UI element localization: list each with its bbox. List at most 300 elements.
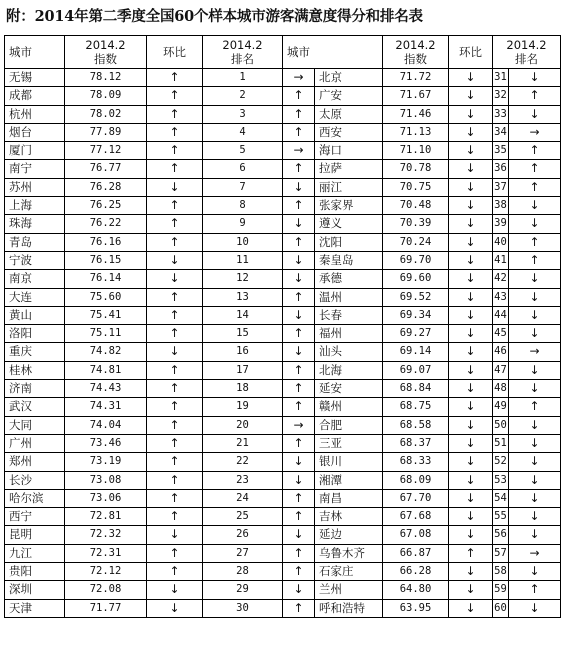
rank: 11 [203, 251, 283, 269]
rank-trend-arrow: ↑ [509, 160, 561, 178]
trend-arrow: ↑ [147, 69, 203, 87]
trend-arrow: ↑ [147, 325, 203, 343]
rank: 20 [203, 416, 283, 434]
trend-arrow: ↓ [449, 563, 493, 581]
city-name: 哈尔滨 [5, 489, 65, 507]
score: 69.34 [383, 306, 449, 324]
rank: 16 [203, 343, 283, 361]
score: 75.11 [65, 325, 147, 343]
city-name: 贵阳 [5, 563, 65, 581]
rank: 10 [203, 233, 283, 251]
trend-arrow: ↓ [449, 215, 493, 233]
rank-trend-arrow: ↑ [509, 581, 561, 599]
city-name: 武汉 [5, 398, 65, 416]
rank: 49 [493, 398, 509, 416]
rank: 13 [203, 288, 283, 306]
trend-arrow: ↓ [449, 251, 493, 269]
header-index-line2: 指数 [94, 52, 117, 66]
trend-arrow: ↓ [449, 325, 493, 343]
table-row [5, 508, 561, 526]
header-ring: 环比 [147, 36, 203, 69]
rank: 27 [203, 544, 283, 562]
score: 72.31 [65, 544, 147, 562]
score: 69.70 [383, 251, 449, 269]
table-row [5, 416, 561, 434]
trend-arrow: ↓ [449, 123, 493, 141]
rank-trend-arrow: ↑ [283, 325, 315, 343]
header-rank-line2: 排名 [231, 52, 254, 66]
table-header [5, 36, 561, 69]
score: 75.60 [65, 288, 147, 306]
score: 75.41 [65, 306, 147, 324]
score: 69.07 [383, 361, 449, 379]
rank: 48 [493, 380, 509, 398]
rank-trend-arrow: → [283, 69, 315, 87]
rank: 8 [203, 197, 283, 215]
trend-arrow: ↓ [147, 270, 203, 288]
rank: 18 [203, 380, 283, 398]
rank-trend-arrow: ↓ [509, 526, 561, 544]
rank-trend-arrow: ↓ [509, 288, 561, 306]
rank-trend-arrow: ↑ [283, 288, 315, 306]
rank-trend-arrow: ↓ [509, 453, 561, 471]
score: 66.28 [383, 563, 449, 581]
trend-arrow: ↓ [449, 508, 493, 526]
rank: 59 [493, 581, 509, 599]
rank-trend-arrow: ↑ [509, 142, 561, 160]
score: 73.06 [65, 489, 147, 507]
trend-arrow: ↓ [449, 581, 493, 599]
city-name: 呼和浩特 [315, 599, 383, 617]
table-row [5, 599, 561, 617]
score: 69.52 [383, 288, 449, 306]
trend-arrow: ↓ [449, 416, 493, 434]
trend-arrow: ↓ [147, 526, 203, 544]
rank: 39 [493, 215, 509, 233]
score: 67.68 [383, 508, 449, 526]
trend-arrow: ↑ [147, 160, 203, 178]
rank: 30 [203, 599, 283, 617]
header-rank-2 [493, 36, 561, 69]
trend-arrow: ↑ [147, 123, 203, 141]
table-row [5, 306, 561, 324]
rank-trend-arrow: ↓ [283, 581, 315, 599]
city-name: 赣州 [315, 398, 383, 416]
table-row [5, 471, 561, 489]
table-row [5, 233, 561, 251]
city-name: 大同 [5, 416, 65, 434]
score: 76.14 [65, 270, 147, 288]
trend-arrow: ↓ [449, 197, 493, 215]
trend-arrow: ↓ [449, 361, 493, 379]
page-title: 附：2014年第二季度全国60个样本城市游客满意度得分和排名表 [6, 8, 423, 25]
rank: 21 [203, 434, 283, 452]
header-index-line1: 2014.2 [85, 38, 126, 52]
rank-trend-arrow: ↓ [283, 306, 315, 324]
score: 70.48 [383, 197, 449, 215]
score: 72.81 [65, 508, 147, 526]
score: 71.46 [383, 105, 449, 123]
header-index-2-line2: 指数 [404, 52, 427, 66]
city-name: 珠海 [5, 215, 65, 233]
rank: 57 [493, 544, 509, 562]
rank-trend-arrow: ↑ [283, 197, 315, 215]
rank: 35 [493, 142, 509, 160]
trend-arrow: ↑ [147, 105, 203, 123]
trend-arrow: ↓ [449, 288, 493, 306]
rank-trend-arrow: ↑ [509, 87, 561, 105]
score: 74.82 [65, 343, 147, 361]
score: 74.81 [65, 361, 147, 379]
table-row [5, 343, 561, 361]
city-name: 桂林 [5, 361, 65, 379]
rank-trend-arrow: ↓ [509, 416, 561, 434]
trend-arrow: ↓ [449, 453, 493, 471]
header-city: 城市 [5, 36, 65, 69]
city-name: 南京 [5, 270, 65, 288]
score: 71.10 [383, 142, 449, 160]
city-name: 广安 [315, 87, 383, 105]
table-row [5, 160, 561, 178]
table-row [5, 105, 561, 123]
rank: 24 [203, 489, 283, 507]
rank: 6 [203, 160, 283, 178]
table-row [5, 563, 561, 581]
city-name: 张家界 [315, 197, 383, 215]
trend-arrow: ↓ [147, 178, 203, 196]
rank: 53 [493, 471, 509, 489]
rank-trend-arrow: ↑ [283, 563, 315, 581]
city-name: 宁波 [5, 251, 65, 269]
score: 68.58 [383, 416, 449, 434]
score: 74.04 [65, 416, 147, 434]
score: 74.31 [65, 398, 147, 416]
rank: 46 [493, 343, 509, 361]
score: 78.02 [65, 105, 147, 123]
trend-arrow: ↑ [147, 380, 203, 398]
trend-arrow: ↑ [147, 398, 203, 416]
rank: 25 [203, 508, 283, 526]
table-row [5, 251, 561, 269]
city-name: 吉林 [315, 508, 383, 526]
rank-trend-arrow: ↓ [283, 270, 315, 288]
rank-trend-arrow: ↑ [283, 544, 315, 562]
table-row [5, 288, 561, 306]
header-rank-line1: 2014.2 [222, 38, 263, 52]
city-name: 广州 [5, 434, 65, 452]
table-row [5, 526, 561, 544]
city-name: 兰州 [315, 581, 383, 599]
header-city-2: 城市 [283, 36, 383, 69]
header-index [65, 36, 147, 69]
rank-trend-arrow: → [509, 123, 561, 141]
table-row [5, 398, 561, 416]
city-name: 汕头 [315, 343, 383, 361]
rank: 45 [493, 325, 509, 343]
city-name: 长沙 [5, 471, 65, 489]
table-row [5, 197, 561, 215]
rank-trend-arrow: ↓ [283, 215, 315, 233]
score: 76.22 [65, 215, 147, 233]
rank: 40 [493, 233, 509, 251]
score: 76.25 [65, 197, 147, 215]
city-name: 延安 [315, 380, 383, 398]
rank-trend-arrow: ↑ [283, 233, 315, 251]
rank-trend-arrow: ↑ [509, 178, 561, 196]
city-name: 遵义 [315, 215, 383, 233]
score: 77.12 [65, 142, 147, 160]
rank-trend-arrow: ↓ [283, 471, 315, 489]
rank-trend-arrow: → [509, 343, 561, 361]
trend-arrow: ↓ [449, 87, 493, 105]
score: 66.87 [383, 544, 449, 562]
rank: 37 [493, 178, 509, 196]
trend-arrow: ↓ [449, 380, 493, 398]
trend-arrow: ↓ [147, 251, 203, 269]
rank-trend-arrow: ↓ [509, 563, 561, 581]
rank-trend-arrow: ↓ [509, 197, 561, 215]
table-row [5, 489, 561, 507]
rank-trend-arrow: ↓ [509, 380, 561, 398]
trend-arrow: ↑ [147, 563, 203, 581]
rank-trend-arrow: ↓ [509, 599, 561, 617]
table-row [5, 142, 561, 160]
city-name: 福州 [315, 325, 383, 343]
rank: 54 [493, 489, 509, 507]
score: 70.78 [383, 160, 449, 178]
city-name: 延边 [315, 526, 383, 544]
city-name: 洛阳 [5, 325, 65, 343]
score: 78.09 [65, 87, 147, 105]
rank: 52 [493, 453, 509, 471]
rank-trend-arrow: ↓ [509, 434, 561, 452]
city-name: 银川 [315, 453, 383, 471]
city-name: 拉萨 [315, 160, 383, 178]
score: 73.08 [65, 471, 147, 489]
score: 78.12 [65, 69, 147, 87]
score: 76.16 [65, 233, 147, 251]
rank-trend-arrow: ↑ [283, 87, 315, 105]
trend-arrow: ↓ [449, 599, 493, 617]
rank: 32 [493, 87, 509, 105]
score: 68.75 [383, 398, 449, 416]
score: 69.60 [383, 270, 449, 288]
rank: 47 [493, 361, 509, 379]
rank-trend-arrow: → [283, 416, 315, 434]
rank: 56 [493, 526, 509, 544]
rank: 22 [203, 453, 283, 471]
table-row [5, 434, 561, 452]
city-name: 三亚 [315, 434, 383, 452]
trend-arrow: ↓ [449, 142, 493, 160]
rank: 38 [493, 197, 509, 215]
city-name: 杭州 [5, 105, 65, 123]
score: 71.72 [383, 69, 449, 87]
score: 70.24 [383, 233, 449, 251]
table-row [5, 325, 561, 343]
header-index-2 [383, 36, 449, 69]
rank: 33 [493, 105, 509, 123]
city-name: 大连 [5, 288, 65, 306]
score: 76.15 [65, 251, 147, 269]
city-name: 秦皇岛 [315, 251, 383, 269]
rank: 50 [493, 416, 509, 434]
city-name: 温州 [315, 288, 383, 306]
trend-arrow: ↑ [147, 416, 203, 434]
rank-trend-arrow: ↑ [283, 361, 315, 379]
trend-arrow: ↓ [449, 343, 493, 361]
score: 71.77 [65, 599, 147, 617]
score: 73.19 [65, 453, 147, 471]
rank-trend-arrow: ↓ [283, 343, 315, 361]
score: 68.84 [383, 380, 449, 398]
trend-arrow: ↓ [449, 306, 493, 324]
rank-trend-arrow: ↓ [283, 251, 315, 269]
trend-arrow: ↑ [147, 471, 203, 489]
header-ring-2: 环比 [449, 36, 493, 69]
score: 76.77 [65, 160, 147, 178]
table-row [5, 361, 561, 379]
rank: 23 [203, 471, 283, 489]
score: 71.13 [383, 123, 449, 141]
trend-arrow: ↓ [449, 270, 493, 288]
city-name: 长春 [315, 306, 383, 324]
score: 74.43 [65, 380, 147, 398]
table-body [5, 69, 561, 618]
rank: 34 [493, 123, 509, 141]
city-name: 苏州 [5, 178, 65, 196]
rank-trend-arrow: ↓ [509, 325, 561, 343]
score: 71.67 [383, 87, 449, 105]
rank: 2 [203, 87, 283, 105]
city-name: 青岛 [5, 233, 65, 251]
trend-arrow: ↓ [147, 599, 203, 617]
score: 69.14 [383, 343, 449, 361]
city-name: 成都 [5, 87, 65, 105]
rank-trend-arrow: ↓ [509, 270, 561, 288]
city-name: 沈阳 [315, 233, 383, 251]
trend-arrow: ↑ [147, 142, 203, 160]
score: 72.08 [65, 581, 147, 599]
header-rank-2-line2: 排名 [515, 52, 538, 66]
rank: 55 [493, 508, 509, 526]
rank: 60 [493, 599, 509, 617]
header-rank [203, 36, 283, 69]
rank: 3 [203, 105, 283, 123]
rank-trend-arrow: ↑ [283, 434, 315, 452]
table-row [5, 69, 561, 87]
rank-trend-arrow: → [283, 142, 315, 160]
rank-trend-arrow: ↑ [283, 489, 315, 507]
trend-arrow: ↑ [449, 544, 493, 562]
rank: 43 [493, 288, 509, 306]
city-name: 丽江 [315, 178, 383, 196]
rank-trend-arrow: ↓ [509, 471, 561, 489]
rank-trend-arrow: ↓ [509, 489, 561, 507]
trend-arrow: ↓ [449, 233, 493, 251]
city-name: 南宁 [5, 160, 65, 178]
city-name: 南昌 [315, 489, 383, 507]
table-row [5, 581, 561, 599]
rank-trend-arrow: ↓ [283, 526, 315, 544]
rank-trend-arrow: ↓ [509, 508, 561, 526]
table-row [5, 123, 561, 141]
rank: 31 [493, 69, 509, 87]
rank-trend-arrow: ↓ [509, 105, 561, 123]
city-name: 郑州 [5, 453, 65, 471]
trend-arrow: ↑ [147, 306, 203, 324]
table-row [5, 380, 561, 398]
score: 73.46 [65, 434, 147, 452]
rank: 5 [203, 142, 283, 160]
score: 68.33 [383, 453, 449, 471]
score: 72.32 [65, 526, 147, 544]
header-row [5, 36, 561, 69]
score: 68.37 [383, 434, 449, 452]
rank: 58 [493, 563, 509, 581]
rank: 28 [203, 563, 283, 581]
rank: 17 [203, 361, 283, 379]
rank: 1 [203, 69, 283, 87]
trend-arrow: ↑ [147, 215, 203, 233]
rank: 51 [493, 434, 509, 452]
rank: 4 [203, 123, 283, 141]
trend-arrow: ↑ [147, 489, 203, 507]
score: 63.95 [383, 599, 449, 617]
rank-trend-arrow: ↓ [509, 306, 561, 324]
rank: 26 [203, 526, 283, 544]
rank-trend-arrow: ↑ [283, 398, 315, 416]
city-name: 济南 [5, 380, 65, 398]
table-row [5, 544, 561, 562]
city-name: 乌鲁木齐 [315, 544, 383, 562]
score: 77.89 [65, 123, 147, 141]
trend-arrow: ↑ [147, 434, 203, 452]
rank-trend-arrow: ↑ [283, 105, 315, 123]
rank-trend-arrow: ↑ [283, 508, 315, 526]
city-name: 上海 [5, 197, 65, 215]
city-name: 太原 [315, 105, 383, 123]
rank: 9 [203, 215, 283, 233]
trend-arrow: ↓ [449, 434, 493, 452]
trend-arrow: ↓ [449, 489, 493, 507]
city-name: 承德 [315, 270, 383, 288]
city-name: 烟台 [5, 123, 65, 141]
rank-trend-arrow: ↓ [283, 178, 315, 196]
city-name: 湘潭 [315, 471, 383, 489]
rank-trend-arrow: ↑ [509, 233, 561, 251]
rank-trend-arrow: ↑ [283, 599, 315, 617]
rank: 29 [203, 581, 283, 599]
table-row [5, 178, 561, 196]
rank-trend-arrow: ↑ [283, 160, 315, 178]
rank-trend-arrow: ↓ [509, 215, 561, 233]
rank: 19 [203, 398, 283, 416]
trend-arrow: ↑ [147, 508, 203, 526]
trend-arrow: ↑ [147, 453, 203, 471]
trend-arrow: ↓ [449, 69, 493, 87]
rank-trend-arrow: ↑ [283, 123, 315, 141]
trend-arrow: ↓ [147, 581, 203, 599]
trend-arrow: ↑ [147, 197, 203, 215]
satisfaction-table [4, 35, 561, 618]
rank: 7 [203, 178, 283, 196]
city-name: 天津 [5, 599, 65, 617]
score: 70.39 [383, 215, 449, 233]
score: 64.80 [383, 581, 449, 599]
rank: 14 [203, 306, 283, 324]
trend-arrow: ↑ [147, 87, 203, 105]
